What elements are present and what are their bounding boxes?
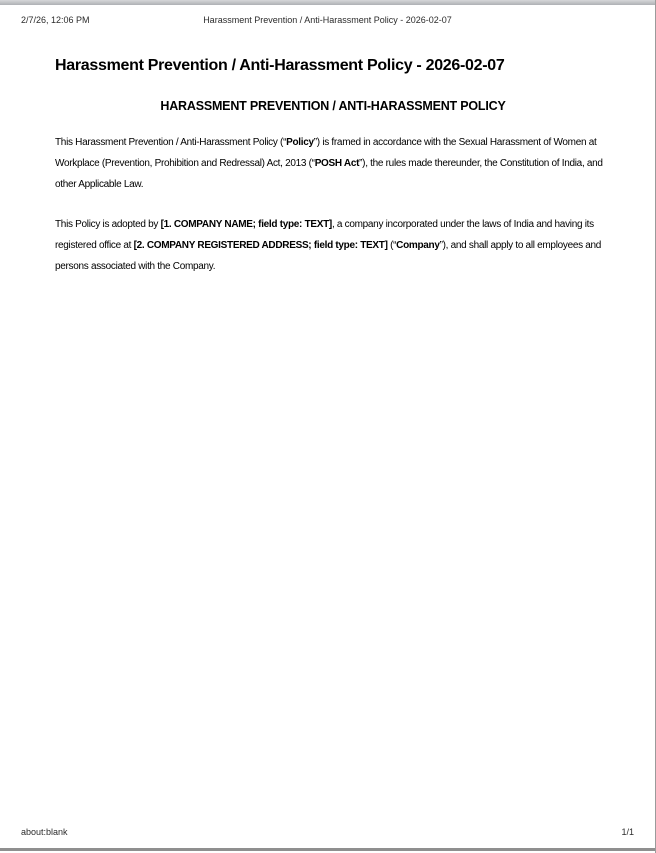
print-footer-page-number: 1/1 [621,827,634,837]
print-footer [21,827,634,837]
document-title: Harassment Prevention / Anti-Harassment Policy - 2026-02-07 [55,57,505,74]
print-footer-source: about:blank [21,827,68,837]
document-body [0,0,656,277]
paragraph-policy-framing: This Harassment Prevention / Anti-Harassment Policy (“Policy”) is framed in accordance with the Sexual Harassment of Women at Workplace (Prevention, Prohibition and Redressal) Act, 2013 (“POSH Act”), the rules made thereunder, the Constitution of India, and other Applicable Law. [55,137,603,190]
document-heading: HARASSMENT PREVENTION / ANTI-HARASSMENT POLICY [160,99,506,113]
top-window-edge [0,0,656,5]
print-header [21,15,634,27]
paragraph-policy-adoption: This Policy is adopted by [1. COMPANY NAME; field type: TEXT], a company incorporated under the laws of India and having its registered office at [2. COMPANY REGISTERED ADDRESS; field type: TEXT] (“Company”), and shall apply to all employees and persons associated with the Company. [55,219,602,272]
bottom-window-edge [0,848,656,851]
print-header-title: Harassment Prevention / Anti-Harassment Policy - 2026-02-07 [203,15,452,25]
print-header-datetime: 2/7/26, 12:06 PM [21,15,90,25]
